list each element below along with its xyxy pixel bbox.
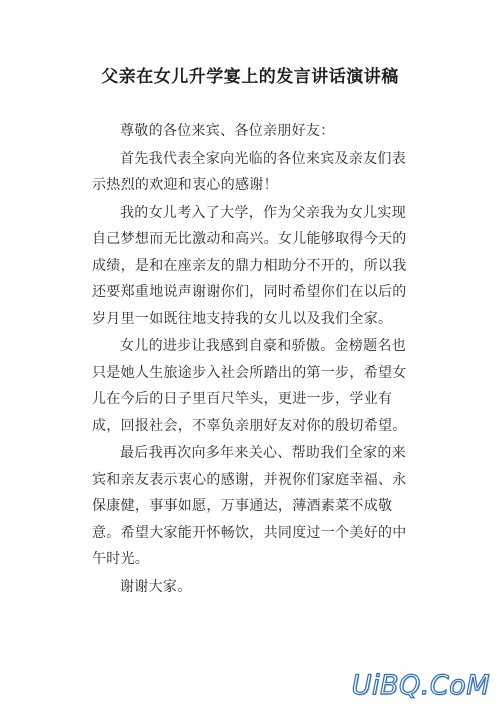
document-title: 父亲在女儿升学宴上的发言讲话演讲稿: [101, 67, 399, 87]
paragraph-daughter-university: 我的女儿考入了大学，作为父亲我为女儿实现自己梦想而无比激动和高兴。女儿能够取得今天的成绩，是和在座亲友的鼎力相助分不开的，所以我还要郑重地说声谢谢你们，同时希望你们在以后的岁月里一如既往地支持我的女儿以及我们全家。: [92, 204, 407, 327]
paragraph-welcome: 首先我代表全家向光临的各位来宾及亲友们表示热烈的欢迎和衷心的感谢！: [92, 150, 406, 193]
paragraph-closing: 谢谢大家。: [120, 578, 192, 595]
watermark-logo: UiBQ.CoM: [351, 670, 490, 701]
paragraph-daughter-progress: 女儿的进步让我感到自豪和骄傲。金榜题名也只是她人生旅途步入社会所踏出的第一步，希望女儿在今后的日子里百尺竿头，更进一步，学业有成，回报社会，不辜负亲朋好友对你的殷切希望。: [92, 338, 407, 434]
paragraph-final-thanks: 最后我再次向多年来关心、帮助我们全家的来宾和亲友表示衷心的感谢，并祝你们家庭幸福、永保康健，事事如愿，万事通达，薄酒素菜不成敬意。希望大家能开怀畅饮，共同度过一个美好的中午时光。: [92, 445, 407, 567]
document-body: [92, 118, 412, 601]
paragraph-salutation: 尊敬的各位来宾、各位亲朋好友：: [120, 123, 335, 139]
